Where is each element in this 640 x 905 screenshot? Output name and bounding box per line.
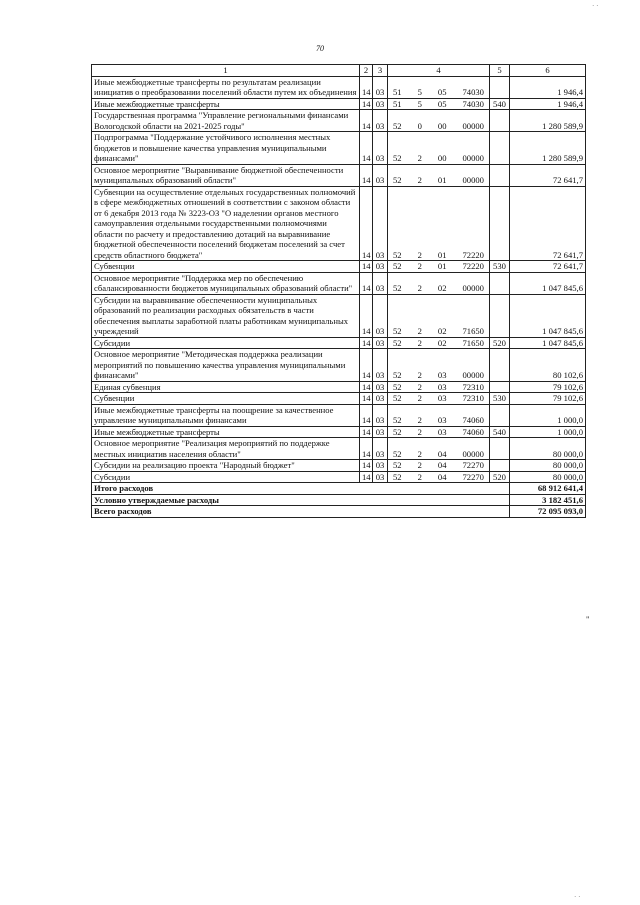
code-part: 74030 [462,87,484,97]
code-part: 72310 [462,393,484,403]
row-section: 14 [360,110,373,132]
code-part: 2 [417,415,422,425]
row-target-code [388,404,490,426]
code-part: 52 [393,153,402,163]
corner-mark-bottom: · · [574,893,581,901]
code-part: 2 [417,381,422,392]
header-col-6: 6 [510,65,586,77]
row-amount: 1 280 589,9 [510,110,586,132]
table-row [92,404,586,426]
row-subsection: 03 [373,393,388,405]
row-expense-type [490,76,510,98]
table-row [92,272,586,294]
row-target-code [388,381,490,393]
row-section: 14 [360,272,373,294]
code-part: 2 [417,370,422,380]
code-part: 5 [417,87,422,97]
row-section: 14 [360,471,373,483]
table-row [92,132,586,165]
row-name: Основное мероприятие "Реализация мероприятий по поддержке местных инициатив населения области" [92,438,360,460]
table-row [92,438,586,460]
code-part: 0 [417,120,422,131]
row-target-code [388,261,490,273]
closing-quote: " [586,614,590,624]
row-amount: 79 102,6 [510,393,586,405]
row-section: 14 [360,393,373,405]
row-expense-type: 520 [490,471,510,483]
row-expense-type [490,164,510,186]
code-part: 72220 [462,249,484,260]
row-expense-type [490,294,510,337]
code-part: 03 [437,415,447,425]
row-section: 14 [360,337,373,349]
row-name: Иные межбюджетные трансферты по результатам реализации инициатив о преобразовании поселений области путем их объединения [92,76,360,98]
code-part: 2 [417,460,422,470]
row-amount: 80 000,0 [510,460,586,472]
row-target-code [388,132,490,165]
code-part: 52 [393,249,402,260]
row-subsection: 03 [373,186,388,261]
code-part: 03 [437,426,447,437]
row-target-code [388,110,490,132]
code-part: 72310 [462,381,484,392]
row-name: Основное мероприятие "Поддержка мер по обеспечению сбалансированности бюджетов муниципальных образований области" [92,272,360,294]
code-part: 72270 [462,460,484,470]
table-row [92,76,586,98]
code-part: 00000 [462,283,484,293]
row-section: 14 [360,381,373,393]
row-name: Основное мероприятие "Выравнивание бюджетной обеспеченности муниципальных образований области" [92,164,360,186]
table-row [92,349,586,382]
code-part: 03 [437,370,447,380]
code-part: 2 [417,175,422,185]
total-row [92,506,586,518]
code-part: 00 [437,120,447,131]
row-section: 14 [360,132,373,165]
row-amount: 72 641,7 [510,164,586,186]
code-part: 71650 [462,337,484,348]
row-expense-type: 540 [490,98,510,110]
row-amount: 80 000,0 [510,438,586,460]
row-subsection: 03 [373,426,388,438]
code-part: 52 [393,261,402,271]
row-amount: 1 946,4 [510,98,586,110]
row-name: Субвенции на осуществление отдельных государственных полномочий в сфере межбюджетных отношений в соответствии с законом области от 6 декабря 2013 года № 3223-ОЗ "О наделении органов местного самоуправления отдельными государственными полномочиями области по расчету и предоставлению дотаций на выравнивание бюджетной обеспеченности поселений бюджетам поселений за счет средств областного бюджета" [92,186,360,261]
row-target-code [388,460,490,472]
code-part: 52 [393,393,402,403]
row-name: Субвенции [92,393,360,405]
row-target-code [388,337,490,349]
code-part: 2 [417,393,422,403]
row-amount: 1 946,4 [510,76,586,98]
row-subsection: 03 [373,132,388,165]
row-name: Единая субвенция [92,381,360,393]
row-amount: 1 000,0 [510,426,586,438]
row-expense-type [490,132,510,165]
row-target-code [388,471,490,483]
page-number: 70 [316,44,324,53]
table-row [92,164,586,186]
row-target-code [388,393,490,405]
row-amount: 72 641,7 [510,186,586,261]
code-part: 72220 [462,261,484,271]
code-part: 52 [393,370,402,380]
code-part: 00000 [462,120,484,131]
row-amount: 80 102,6 [510,349,586,382]
row-subsection: 03 [373,164,388,186]
row-amount: 1 047 845,6 [510,337,586,349]
table-row [92,110,586,132]
row-amount: 1 047 845,6 [510,272,586,294]
code-part: 52 [393,381,402,392]
table-row [92,460,586,472]
code-part: 00000 [462,153,484,163]
table-row [92,98,586,110]
row-subsection: 03 [373,404,388,426]
row-subsection: 03 [373,272,388,294]
code-part: 52 [393,415,402,425]
code-part: 2 [417,283,422,293]
row-name: Основное мероприятие "Методическая поддержка реализации мероприятий по повышению качества управления муниципальными финансами" [92,349,360,382]
row-expense-type [490,460,510,472]
row-subsection: 03 [373,110,388,132]
code-part: 00000 [462,370,484,380]
code-part: 2 [417,426,422,437]
row-expense-type [490,186,510,261]
row-amount: 1 047 845,6 [510,294,586,337]
row-name: Иные межбюджетные трансферты на поощрение за качественное управление муниципальными финансами [92,404,360,426]
row-subsection: 03 [373,349,388,382]
row-expense-type [490,381,510,393]
total-label: Условно утверждаемые расходы [92,494,510,506]
row-section: 14 [360,261,373,273]
row-expense-type: 530 [490,393,510,405]
row-name: Субсидии [92,337,360,349]
row-section: 14 [360,426,373,438]
code-part: 52 [393,283,402,293]
table-row [92,426,586,438]
code-part: 52 [393,326,402,336]
row-section: 14 [360,294,373,337]
header-col-4: 4 [388,65,490,77]
row-subsection: 03 [373,460,388,472]
code-part: 00000 [462,175,484,185]
code-part: 02 [437,283,447,293]
total-amount: 68 912 641,4 [510,483,586,495]
row-name: Субсидии на выравнивание обеспеченности муниципальных образований по реализации расходных обязательств в части обеспечения выплаты заработной платы работникам муниципальных учреждений [92,294,360,337]
code-part: 52 [393,337,402,348]
row-expense-type: 530 [490,261,510,273]
row-expense-type [490,438,510,460]
header-col-5: 5 [490,65,510,77]
header-col-2: 2 [360,65,373,77]
header-col-1: 1 [92,65,360,77]
table-row [92,186,586,261]
table-header-row [92,65,586,77]
code-part: 04 [437,448,447,459]
row-section: 14 [360,164,373,186]
corner-mark-top: · · [592,2,599,10]
code-part: 2 [417,153,422,163]
total-row [92,494,586,506]
row-section: 14 [360,349,373,382]
row-subsection: 03 [373,337,388,349]
row-expense-type: 540 [490,426,510,438]
code-part: 01 [437,249,447,260]
row-expense-type [490,110,510,132]
code-part: 03 [437,393,447,403]
row-amount: 79 102,6 [510,381,586,393]
code-part: 00 [437,153,447,163]
row-target-code [388,349,490,382]
code-part: 05 [437,98,447,109]
code-part: 2 [417,448,422,459]
code-part: 00000 [462,448,484,459]
code-part: 52 [393,448,402,459]
code-part: 52 [393,175,402,185]
row-target-code [388,294,490,337]
code-part: 01 [437,175,447,185]
row-subsection: 03 [373,294,388,337]
code-part: 52 [393,471,402,482]
table-row [92,471,586,483]
row-name: Иные межбюджетные трансферты [92,426,360,438]
row-amount: 1 000,0 [510,404,586,426]
code-part: 03 [437,381,447,392]
row-amount: 1 280 589,9 [510,132,586,165]
code-part: 5 [417,98,422,109]
code-part: 51 [393,87,402,97]
row-name: Подпрограмма "Поддержание устойчивого исполнения местных бюджетов и повышение качества управления муниципальными финансами" [92,132,360,165]
code-part: 2 [417,261,422,271]
row-section: 14 [360,404,373,426]
code-part: 51 [393,98,402,109]
row-amount: 80 000,0 [510,471,586,483]
row-subsection: 03 [373,471,388,483]
row-target-code [388,186,490,261]
code-part: 74030 [462,98,484,109]
code-part: 71650 [462,326,484,336]
code-part: 04 [437,460,447,470]
code-part: 02 [437,337,447,348]
table-row [92,381,586,393]
code-part: 2 [417,249,422,260]
total-label: Всего расходов [92,506,510,518]
row-subsection: 03 [373,261,388,273]
row-name: Государственная программа "Управление региональными финансами Вологодской области на 2021-2025 годы" [92,110,360,132]
row-section: 14 [360,438,373,460]
row-subsection: 03 [373,381,388,393]
header-col-3: 3 [373,65,388,77]
row-target-code [388,272,490,294]
row-name: Субсидии [92,471,360,483]
row-target-code [388,426,490,438]
row-name: Субсидии на реализацию проекта "Народный бюджет" [92,460,360,472]
code-part: 74060 [462,415,484,425]
row-target-code [388,98,490,110]
code-part: 02 [437,326,447,336]
total-amount: 3 182 451,6 [510,494,586,506]
total-label: Итого расходов [92,483,510,495]
row-section: 14 [360,186,373,261]
table-row [92,393,586,405]
code-part: 2 [417,471,422,482]
code-part: 52 [393,460,402,470]
row-section: 14 [360,460,373,472]
code-part: 52 [393,120,402,131]
code-part: 05 [437,87,447,97]
code-part: 72270 [462,471,484,482]
row-subsection: 03 [373,438,388,460]
row-expense-type [490,404,510,426]
row-section: 14 [360,98,373,110]
row-subsection: 03 [373,76,388,98]
total-amount: 72 095 093,0 [510,506,586,518]
table-row [92,337,586,349]
code-part: 74060 [462,426,484,437]
code-part: 01 [437,261,447,271]
code-part: 2 [417,337,422,348]
code-part: 52 [393,426,402,437]
row-target-code [388,438,490,460]
row-name: Субвенции [92,261,360,273]
row-target-code [388,76,490,98]
table-row [92,261,586,273]
row-amount: 72 641,7 [510,261,586,273]
row-subsection: 03 [373,98,388,110]
row-expense-type [490,349,510,382]
table-row [92,294,586,337]
row-target-code [388,164,490,186]
row-section: 14 [360,76,373,98]
budget-table [91,64,586,518]
row-expense-type [490,272,510,294]
code-part: 2 [417,326,422,336]
code-part: 04 [437,471,447,482]
row-name: Иные межбюджетные трансферты [92,98,360,110]
row-expense-type: 520 [490,337,510,349]
total-row [92,483,586,495]
